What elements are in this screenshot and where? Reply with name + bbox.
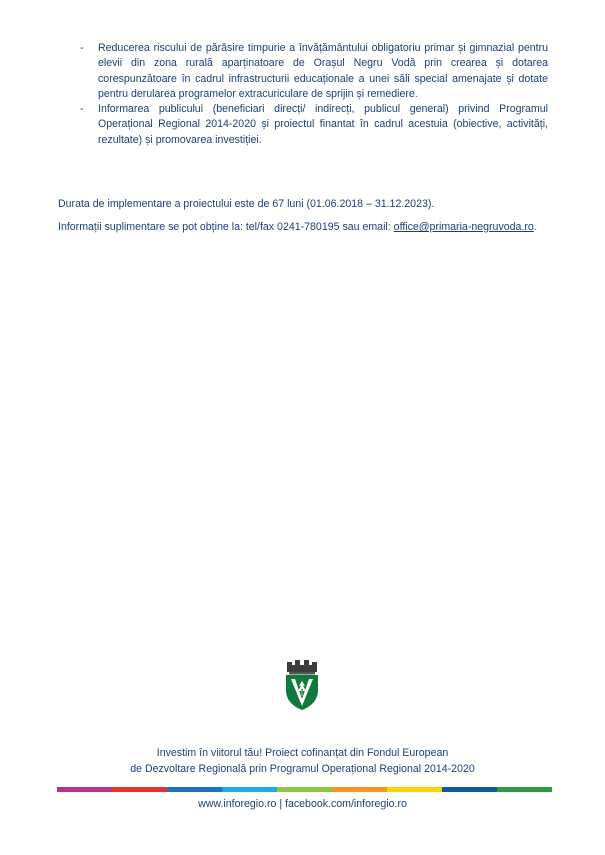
footer-line-2: de Dezvoltare Regională prin Programul Operațional Regional 2014-2020: [130, 763, 475, 775]
list-item: [58, 102, 548, 148]
stripe-segment: [497, 787, 552, 792]
contact-paragraph: [58, 220, 548, 235]
city-coat-of-arms-icon: [282, 659, 322, 711]
footer-links[interactable]: www.inforegio.ro | facebook.com/inforegio.ro: [198, 798, 407, 810]
contact-prefix: Informații suplimentare se pot obține la: tel/fax 0241-780195 sau email:: [58, 221, 394, 233]
list-item: [58, 41, 548, 102]
stripe-segment: [222, 787, 277, 792]
footer-line-1: Investim în viitorul tău! Proiect cofinanțat din Fondul European: [156, 747, 449, 759]
list-dash: -: [80, 42, 84, 54]
email-link[interactable]: office@primaria-negruvoda.ro: [393, 221, 534, 233]
color-stripe: [57, 787, 552, 792]
stripe-segment: [332, 787, 387, 792]
contact-suffix: .: [533, 221, 537, 233]
stripe-segment: [277, 787, 332, 792]
stripe-segment: [112, 787, 167, 792]
list-dash: -: [80, 103, 84, 116]
stripe-segment: [167, 787, 222, 792]
objectives-list: [58, 41, 548, 148]
stripe-segment: [57, 787, 112, 792]
stripe-segment: [387, 787, 442, 792]
list-item-text: Informarea publicului (beneficiari direcți/ indirecți, publicul general) privind Programul Operațional Regional 2014-2020 și proiectul finantat în cadrul acestuia (obiective, activități, rezultate) și promovarea investiției.: [98, 103, 548, 146]
stripe-segment: [442, 787, 497, 792]
list-item-text: Reducerea riscului de părăsire timpurie a învățământului obligatoriu primar și gimnazial pentru elevii din zona rurală aparținatoare de Orașul Negru Vodă prin crearea și dotarea corespunzătoare în cadrul infrastructurii educaționale a unei săli special amenajate și dotate pentru derularea programelor extracuriculare de sprijin și remediere.: [98, 42, 548, 100]
duration-paragraph: Durata de implementare a proiectului este de 67 luni (01.06.2018 – 31.12.2023).: [58, 198, 435, 210]
